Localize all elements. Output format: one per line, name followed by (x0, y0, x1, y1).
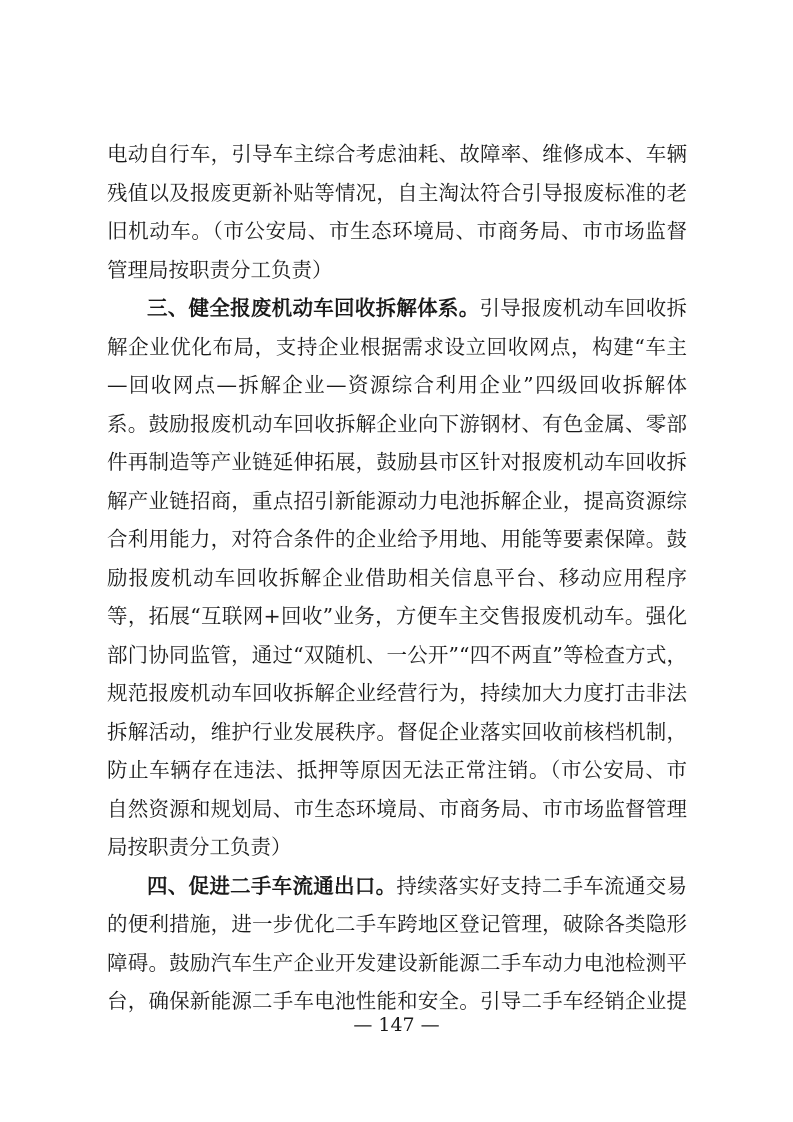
text-line (107, 289, 687, 328)
text-line: 解产业链招商，重点招引新能源动力电池拆解企业，提高资源综 (107, 488, 687, 513)
paragraph-section-3 (107, 289, 687, 867)
section-3-first-line-text: 引导报废机动车回收拆 (479, 296, 687, 320)
text-line: 解企业优化布局，支持企业根据需求设立回收网点，构建“车主 (107, 334, 687, 359)
section-4-first-line-text: 持续落实好支持二手车流通交易 (396, 873, 687, 898)
text-line: 障碍。鼓励汽车生产企业开发建设新能源二手车动力电池检测平 (107, 950, 687, 975)
section-heading-4: 四、促进二手车流通出口。 (147, 873, 397, 898)
text-line: 规范报废机动车回收拆解企业经营行为，持续加大力度打击非法 (107, 681, 687, 705)
text-line: 部门协同监管，通过“双随机、一公开”“四不两直”等检查方式， (107, 642, 687, 667)
page-number: — 147 — (353, 1014, 440, 1036)
text-line: —回收网点—拆解企业—资源综合利用企业”四级回收拆解体 (107, 373, 687, 397)
text-line: 电动自行车，引导车主综合考虑油耗、故障率、维修成本、车辆 (107, 142, 687, 166)
text-line: 等，拓展“互联网+回收”业务，方便车主交售报废机动车。强化 (107, 604, 687, 628)
section-heading-3: 三、健全报废机动车回收拆解体系。 (147, 296, 480, 320)
document-body (107, 135, 687, 1021)
text-line: 残值以及报废更新补贴等情况，自主淘汰符合引导报废标准的老 (107, 180, 687, 205)
paragraph-section-4 (107, 867, 687, 1021)
text-line: 管理局按职责分工负责） (107, 257, 333, 282)
text-line: 系。鼓励报废机动车回收拆解企业向下游钢材、有色金属、零部 (107, 411, 687, 436)
text-line: 拆解活动，维护行业发展秩序。督促企业落实回收前核档机制， (107, 719, 687, 744)
text-line: 局按职责分工负责） (107, 835, 292, 859)
text-line: 励报废机动车回收拆解企业借助相关信息平台、移动应用程序 (107, 565, 687, 590)
paragraph-continuation (107, 135, 687, 289)
text-line: 防止车辆存在违法、抵押等原因无法正常注销。（市公安局、市 (107, 758, 687, 782)
text-line (107, 867, 687, 906)
text-line: 件再制造等产业链延伸拓展，鼓励县市区针对报废机动车回收拆 (107, 450, 687, 474)
text-line: 台，确保新能源二手车电池性能和安全。引导二手车经销企业提 (107, 989, 687, 1013)
text-line: 自然资源和规划局、市生态环境局、市商务局、市市场监督管理 (107, 796, 687, 821)
text-line: 的便利措施，进一步优化二手车跨地区登记管理，破除各类隐形 (107, 912, 687, 936)
text-line: 合利用能力，对符合条件的企业给予用地、用能等要素保障。鼓 (107, 527, 687, 551)
text-line: 旧机动车。（市公安局、市生态环境局、市商务局、市市场监督 (107, 219, 687, 243)
